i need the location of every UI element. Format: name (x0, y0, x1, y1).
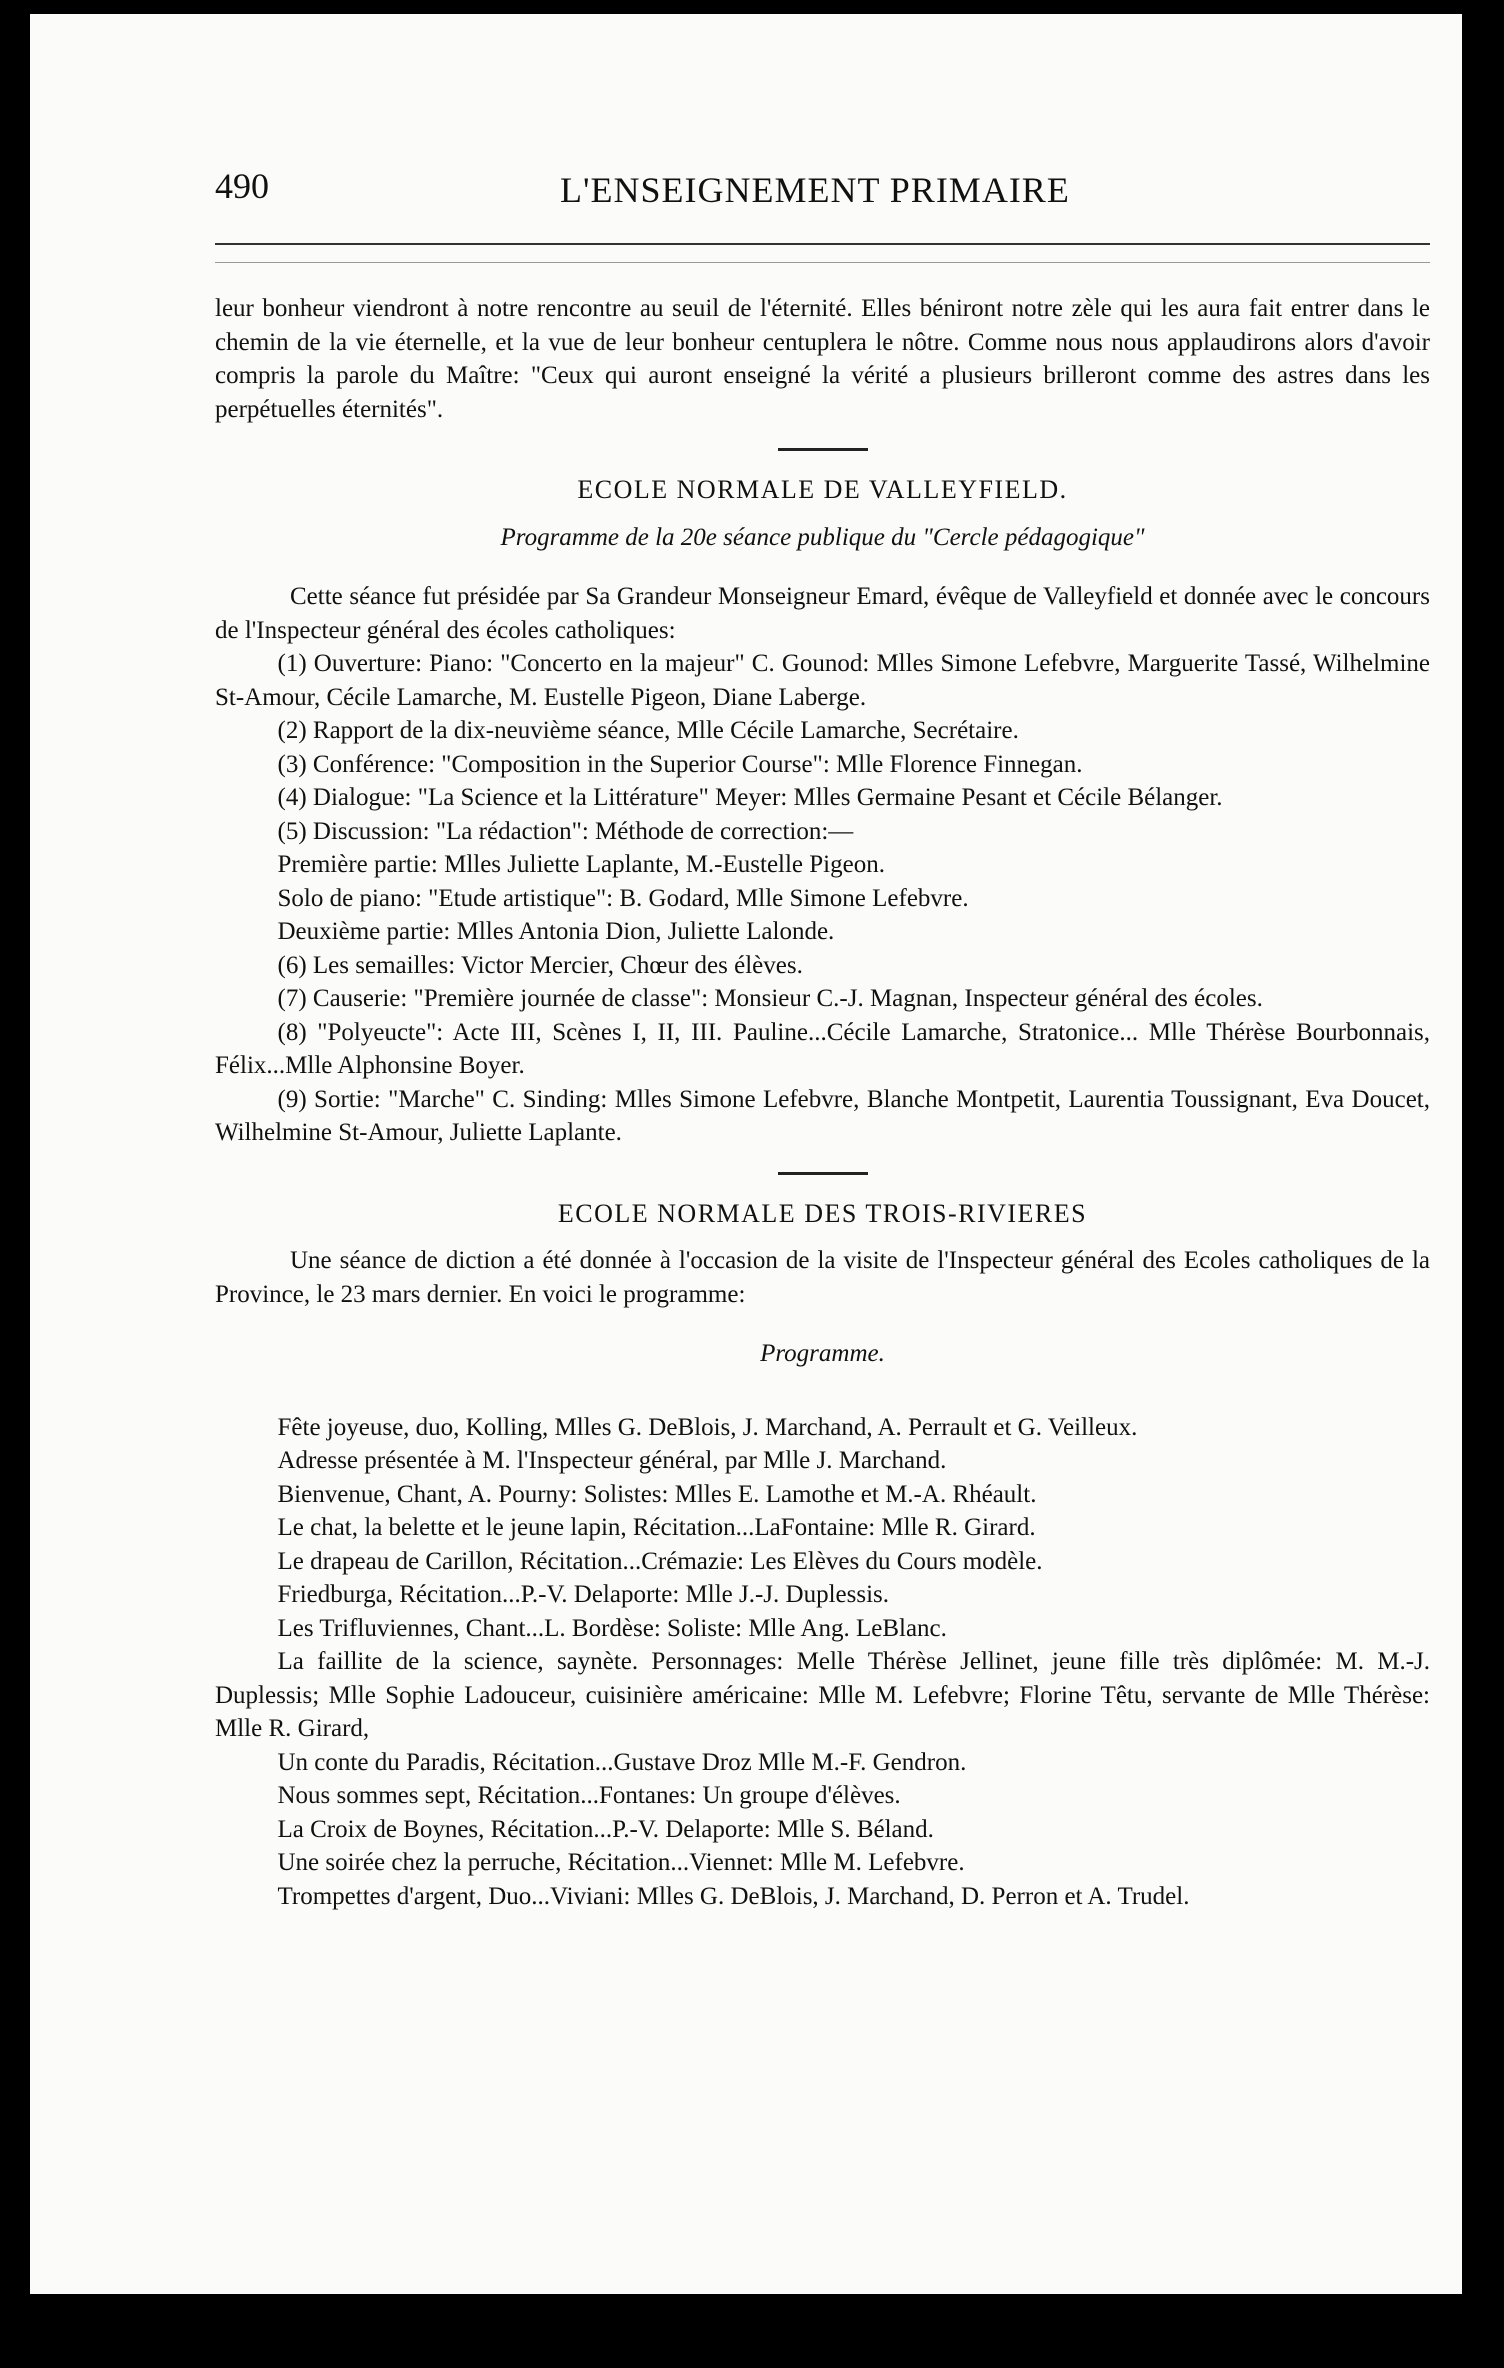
program-item: Une soirée chez la perruche, Récitation...Viennet: Mlle M. Lefebvre. (277, 1849, 965, 1876)
program-title: Programme. (760, 1340, 885, 1367)
program-item: (1) Ouverture: Piano: "Concerto en la majeur" C. Gounod: Mlles Simone Lefebvre, Marguerite Tassé, Wilhelmine St-Amour, Cécile Lamarche, M. Eustelle Pigeon, Diane Laberge. (215, 650, 1430, 711)
intro-paragraph: leur bonheur viendront à notre rencontre au seuil de l'éternité. Elles béniront notre zèle qui les aura fait entrer dans le chemin de la vie éternelle, et la vue de leur bonheur centuplera le nôtre. Comme nous nous applaudirons alors d'avoir compris la parole du Maître: "Ceux qui auront enseigné la vérité a plusieurs brilleront comme des astres dans les perpétuelles éternités". (215, 295, 1430, 423)
section-subtitle: Programme de la 20e séance publique du "Cercle pédagogique" (500, 523, 1145, 551)
section-divider (778, 448, 868, 451)
program-item: (3) Conférence: "Composition in the Superior Course": Mlle Florence Finnegan. (277, 750, 1083, 778)
page-body (215, 292, 1430, 1913)
program-item: Le chat, la belette et le jeune lapin, Récitation...LaFontaine: Mlle R. Girard. (277, 1514, 1036, 1541)
section-intro: Cette séance fut présidée par Sa Grandeur Monseigneur Emard, évêque de Valleyfield et donnée avec le concours de l'Inspecteur général des écoles catholiques: (215, 583, 1430, 644)
section-divider (778, 1172, 868, 1175)
program-item: Première partie: Mlles Juliette Laplante, M.-Eustelle Pigeon. (277, 851, 885, 878)
program-item: Adresse présentée à M. l'Inspecteur général, par Mlle J. Marchand. (277, 1447, 947, 1474)
journal-title: L'ENSEIGNEMENT PRIMAIRE (560, 170, 1070, 210)
program-item: Trompettes d'argent, Duo...Viviani: Mlles G. DeBlois, J. Marchand, D. Perron et A. Trudel. (277, 1882, 1190, 1910)
section-intro: Une séance de diction a été donnée à l'occasion de la visite de l'Inspecteur général des Ecoles catholiques de la Province, le 23 mars dernier. En voici le programme: (215, 1247, 1430, 1308)
page-number: 490 (215, 166, 269, 206)
program-item: Nous sommes sept, Récitation...Fontanes: Un groupe d'élèves. (277, 1782, 901, 1809)
program-item: Les Trifluviennes, Chant...L. Bordèse: Soliste: Mlle Ang. LeBlanc. (277, 1614, 947, 1642)
scan-border (1462, 0, 1504, 2368)
program-item: Le drapeau de Carillon, Récitation...Crémazie: Les Elèves du Cours modèle. (277, 1547, 1043, 1575)
program-item: (4) Dialogue: "La Science et la Littérature" Meyer: Mlles Germaine Pesant et Cécile Bélanger. (277, 784, 1223, 811)
running-header (0, 165, 1504, 215)
program-item: (6) Les semailles: Victor Mercier, Chœur des élèves. (277, 951, 803, 979)
program-item: La Croix de Boynes, Récitation...P.-V. Delaporte: Mlle S. Béland. (277, 1815, 934, 1843)
program-item: (9) Sortie: "Marche" C. Sinding: Mlles Simone Lefebvre, Blanche Montpetit, Laurentia Toussignant, Eva Doucet, Wilhelmine St-Amour, Juliette Laplante. (215, 1085, 1430, 1146)
program-item: (5) Discussion: "La rédaction": Méthode de correction:— (277, 817, 854, 845)
program-item: (2) Rapport de la dix-neuvième séance, Mlle Cécile Lamarche, Secrétaire. (277, 717, 1019, 744)
header-rule-thin (215, 262, 1430, 263)
section-heading-trois-rivieres: ECOLE NORMALE DES TROIS-RIVIERES (557, 1198, 1088, 1228)
program-item: Un conte du Paradis, Récitation...Gustave Droz Mlle M.-F. Gendron. (277, 1748, 967, 1776)
program-item: Friedburga, Récitation...P.-V. Delaporte: Mlle J.-J. Duplessis. (277, 1581, 890, 1608)
program-item: La faillite de la science, saynète. Personnages: Melle Thérèse Jellinet, jeune fille très diplômée: M. M.-J. Duplessis; Mlle Sophie Ladouceur, cuisinière américaine: Mlle M. Lefebvre; Florine Têtu, servante de Mlle Thérèse: Mlle R. Girard, (215, 1648, 1430, 1742)
program-item: Deuxième partie: Mlles Antonia Dion, Juliette Lalonde. (277, 918, 835, 945)
program-item: Fête joyeuse, duo, Kolling, Mlles G. DeBlois, J. Marchand, A. Perrault et G. Veilleux. (277, 1413, 1138, 1441)
header-rule (215, 243, 1430, 245)
program-item: Solo de piano: "Etude artistique": B. Godard, Mlle Simone Lefebvre. (277, 884, 969, 912)
program-item: (8) "Polyeucte": Acte III, Scènes I, II, III. Pauline...Cécile Lamarche, Stratonice... Mlle Thérèse Bourbonnais, Félix...Mlle Alphonsine Boyer. (215, 1018, 1430, 1079)
section-heading-valleyfield: ECOLE NORMALE DE VALLEYFIELD. (577, 475, 1068, 504)
program-item: Bienvenue, Chant, A. Pourny: Solistes: Mlles E. Lamothe et M.-A. Rhéault. (277, 1480, 1037, 1508)
program-item: (7) Causerie: "Première journée de classe": Monsieur C.-J. Magnan, Inspecteur général des écoles. (277, 985, 1263, 1012)
